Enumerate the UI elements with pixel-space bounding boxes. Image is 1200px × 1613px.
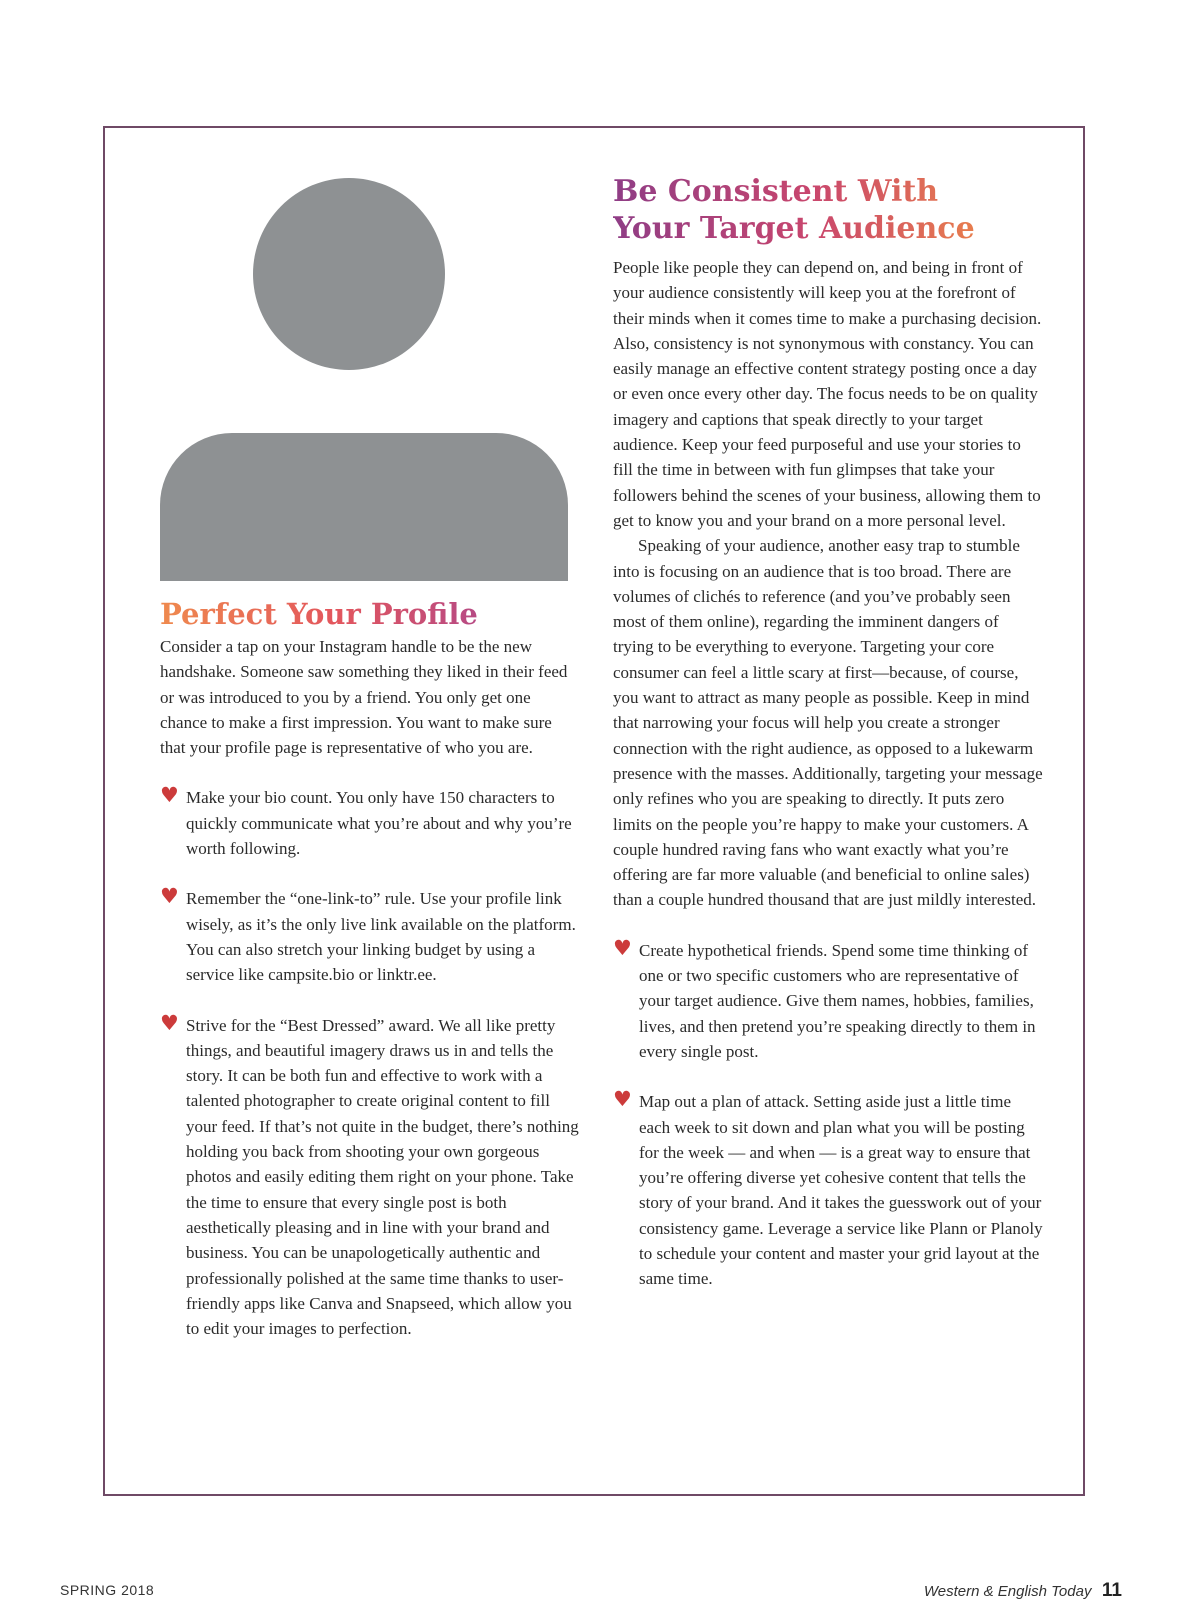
perfect-profile-heading: Perfect Your Profile xyxy=(160,597,478,631)
heart-icon: ♥ xyxy=(613,935,632,960)
heart-icon: ♥ xyxy=(160,1010,179,1035)
profile-tips-list xyxy=(160,785,580,1341)
issue-label: SPRING 2018 xyxy=(60,1582,155,1598)
profile-intro: Consider a tap on your Instagram handle to be the new handshake. Someone saw something they liked in their feed or was introduced to you by a friend. You only get one chance to make a first impression. You want to make sure that your profile page is representative of who you are. xyxy=(160,637,568,758)
consistency-heading-line2: Your Target Audience xyxy=(613,210,975,246)
right-column xyxy=(613,255,1043,1292)
audience-tips-list xyxy=(613,935,1043,1292)
list-item: ♥ Strive for the “Best Dressed” award. We all like pretty things, and beautiful imagery draws us in and tells the story. It can be both fun and effective to work with a talented photographer to create original content to fill your feed. If that’s not quite in the budget, there’s nothing holding you back from shooting your own gorgeous photos and easily editing them right on your phone. Take the time to ensure that every single post is both aesthetically pleasing and in line with your brand and business. You can be unapologetically authentic and professionally polished at the same time thanks to user-friendly apps like Canva and Snapseed, which allow you to edit your images to perfection. xyxy=(160,1010,579,1339)
consistency-paragraph-2: Speaking of your audience, another easy trap to stumble into is focusing on an audience that is too broad. There are volumes of clichés to reference (and you’ve probably seen most of them online), regarding the imminent dangers of trying to be everything to everyone. Targeting your core consumer can feel a little scary at first—because, of course, you want to attract as many people as possible. Keep in mind that narrowing your focus will help you create a stronger connection with the right audience, as opposed to a lukewarm presence with the masses. Additionally, targeting your message only refines who you are speaking to directly. It puts zero limits on the people you’re happy to make your customers. A couple hundred raving fans who want exactly what you’re offering are far more valuable (and beneficial to online sales) than a couple hundred thousand that are just mildly interested. xyxy=(613,536,1043,910)
heart-icon: ♥ xyxy=(160,783,179,808)
magazine-name: Western & English Today xyxy=(923,1583,1092,1600)
avatar-head xyxy=(253,178,445,370)
left-column xyxy=(160,634,580,1341)
list-item: ♥ Remember the “one-link-to” rule. Use your profile link wisely, as it’s the only live link available on the platform. You can also stretch your linking budget by using a service like campsite.bio or linktr.ee. xyxy=(160,884,576,985)
consistency-heading xyxy=(613,174,975,247)
consistency-paragraph-1: People like people they can depend on, and being in front of your audience consistently will keep you at the forefront of their minds when it comes time to make a purchasing decision. Also, consistency is not synonymous with constancy. You can easily manage an effective content strategy posting once a day or even once every other day. The focus needs to be on quality imagery and captions that speak directly to your target audience. Keep your feed purposeful and use your stories to fill the time in between with fun glimpses that take your followers behind the scenes of your business, allowing them to get to know you and your brand on a more personal level. xyxy=(613,258,1042,530)
avatar-shoulders xyxy=(160,433,568,581)
heart-icon: ♥ xyxy=(160,884,179,909)
page-number: 11 xyxy=(1101,1580,1122,1601)
list-item: ♥ Map out a plan of attack. Setting aside just a little time each week to sit down and plan what you will be posting for the week — and when — is a great way to ensure that you’re offering diverse yet cohesive content that tells the story of your brand. And it takes the guesswork out of your consistency game. Leverage a service like Plann or Planoly to schedule your content and master your grid layout at the same time. xyxy=(613,1087,1043,1289)
page-footer xyxy=(924,1580,1122,1602)
list-item: ♥ Create hypothetical friends. Spend some time thinking of one or two specific customers who are representative of your target audience. Give them names, hobbies, families, lives, and then pretend you’re speaking directly to them in every single post. xyxy=(613,935,1036,1061)
profile-avatar-icon xyxy=(160,178,568,581)
list-item: ♥ Make your bio count. You only have 150 characters to quickly communicate what you’re about and why you’re worth following. xyxy=(160,783,572,859)
consistency-heading-line1: Be Consistent With xyxy=(613,174,939,209)
heart-icon: ♥ xyxy=(613,1087,632,1112)
